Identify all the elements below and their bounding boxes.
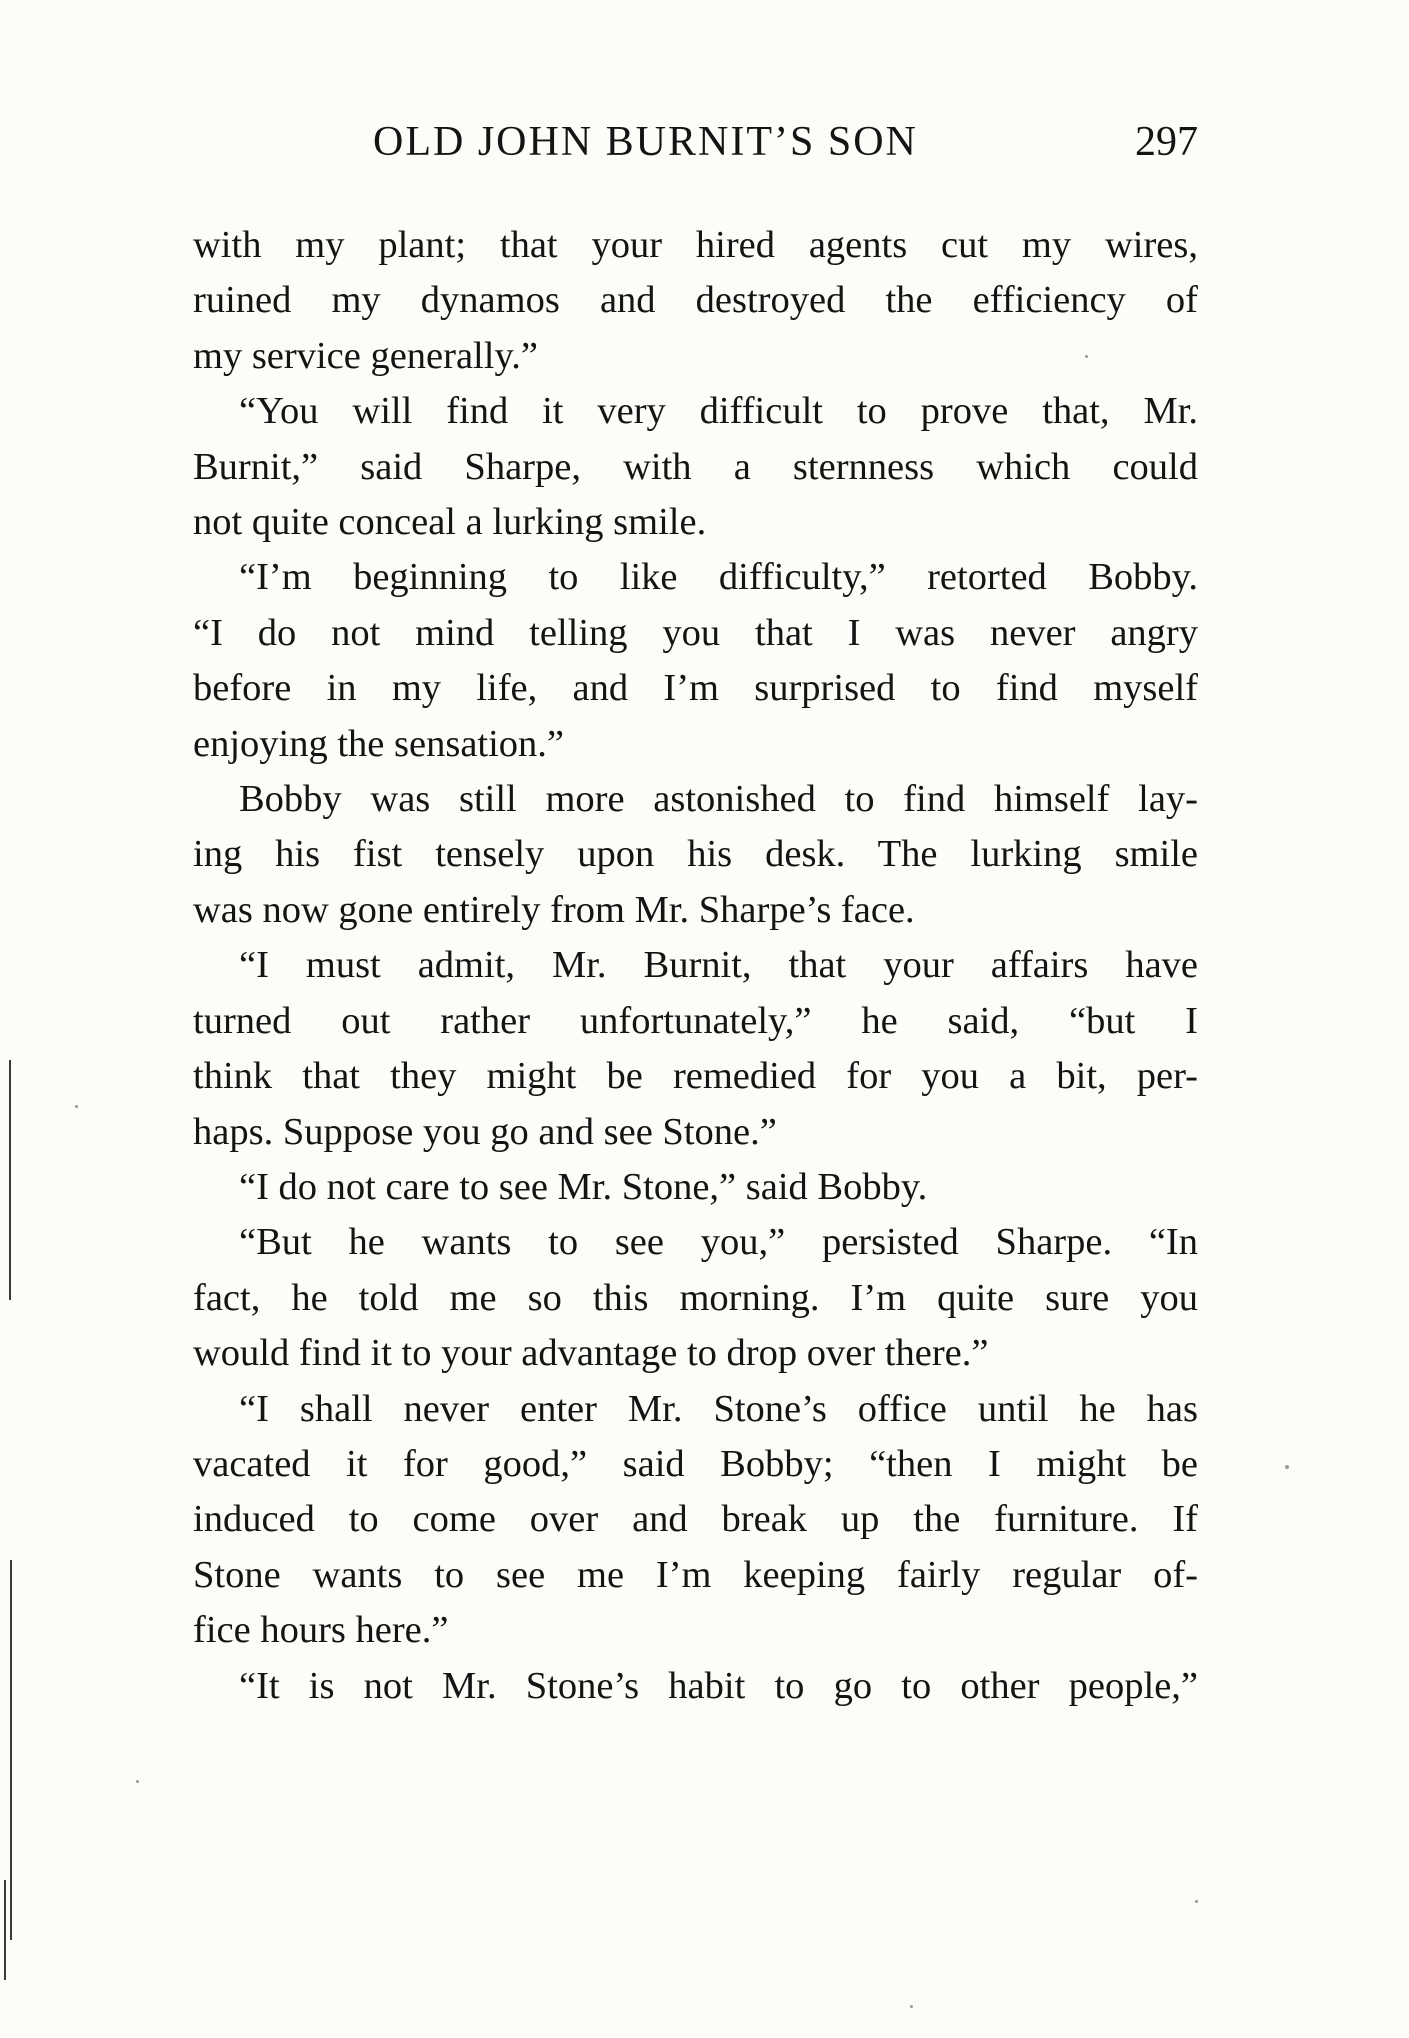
paragraph (193, 384, 1198, 550)
text-line: think that they might be remedied for you a bit, per- (193, 1055, 1198, 1098)
text-line: “But he wants to see you,” persisted Sharpe. “In (239, 1221, 1198, 1264)
paragraph (193, 550, 1198, 772)
paragraph (193, 1215, 1198, 1381)
text-line: fice hours here.” (193, 1609, 449, 1652)
scan-edge-mark (4, 1880, 6, 1980)
text-line: Bobby was still more astonished to find himself lay- (239, 778, 1198, 821)
running-head (193, 118, 1198, 178)
text-line: Stone wants to see me I’m keeping fairly regular of- (193, 1553, 1198, 1596)
paragraph (193, 218, 1198, 384)
body-text (193, 218, 1198, 1714)
text-line: ruined my dynamos and destroyed the efficiency of (193, 279, 1198, 322)
text-line: induced to come over and break up the furniture. If (193, 1498, 1198, 1541)
text-line: fact, he told me so this morning. I’m quite sure you (193, 1276, 1198, 1319)
paragraph (193, 772, 1198, 938)
scan-speck (910, 2005, 913, 2008)
text-line: “I do not care to see Mr. Stone,” said Bobby. (239, 1165, 928, 1208)
text-line: “I’m beginning to like difficulty,” retorted Bobby. (239, 556, 1198, 599)
text-line: not quite conceal a lurking smile. (193, 501, 707, 544)
text-line: “I do not mind telling you that I was never angry (193, 611, 1198, 654)
text-line: turned out rather unfortunately,” he said, “but I (193, 999, 1198, 1042)
text-line: vacated it for good,” said Bobby; “then I might be (193, 1442, 1198, 1485)
text-line: “I must admit, Mr. Burnit, that your affairs have (239, 944, 1198, 987)
paragraph (193, 1382, 1198, 1659)
scan-edge-mark (10, 1560, 12, 1940)
scan-speck (1195, 1900, 1198, 1903)
text-line: was now gone entirely from Mr. Sharpe’s face. (193, 888, 915, 931)
running-title: OLD JOHN BURNIT’S SON (373, 119, 918, 165)
text-line: Burnit,” said Sharpe, with a sternness which could (193, 445, 1198, 488)
text-line: my service generally.” (193, 334, 538, 377)
text-line: with my plant; that your hired agents cut my wires, (193, 224, 1198, 266)
scan-edge-mark (9, 1060, 11, 1300)
text-line: haps. Suppose you go and see Stone.” (193, 1110, 777, 1153)
paragraph (193, 938, 1198, 1160)
text-line: before in my life, and I’m surprised to find myself (193, 667, 1198, 710)
page-number: 297 (1135, 119, 1198, 165)
text-line: ing his fist tensely upon his desk. The lurking smile (193, 833, 1198, 876)
paragraph (193, 1659, 1198, 1714)
scan-speck (136, 1780, 139, 1783)
text-line: “It is not Mr. Stone’s habit to go to other people,” (239, 1664, 1198, 1707)
text-line: “I shall never enter Mr. Stone’s office until he has (239, 1387, 1198, 1430)
text-line: enjoying the sensation.” (193, 722, 565, 765)
text-line: “You will find it very difficult to prove that, Mr. (239, 390, 1198, 433)
scan-speck (75, 1105, 78, 1108)
text-line: would find it to your advantage to drop over there.” (193, 1332, 989, 1375)
paragraph (193, 1160, 1198, 1215)
scan-speck (1085, 355, 1088, 358)
scan-speck (1285, 1465, 1289, 1469)
